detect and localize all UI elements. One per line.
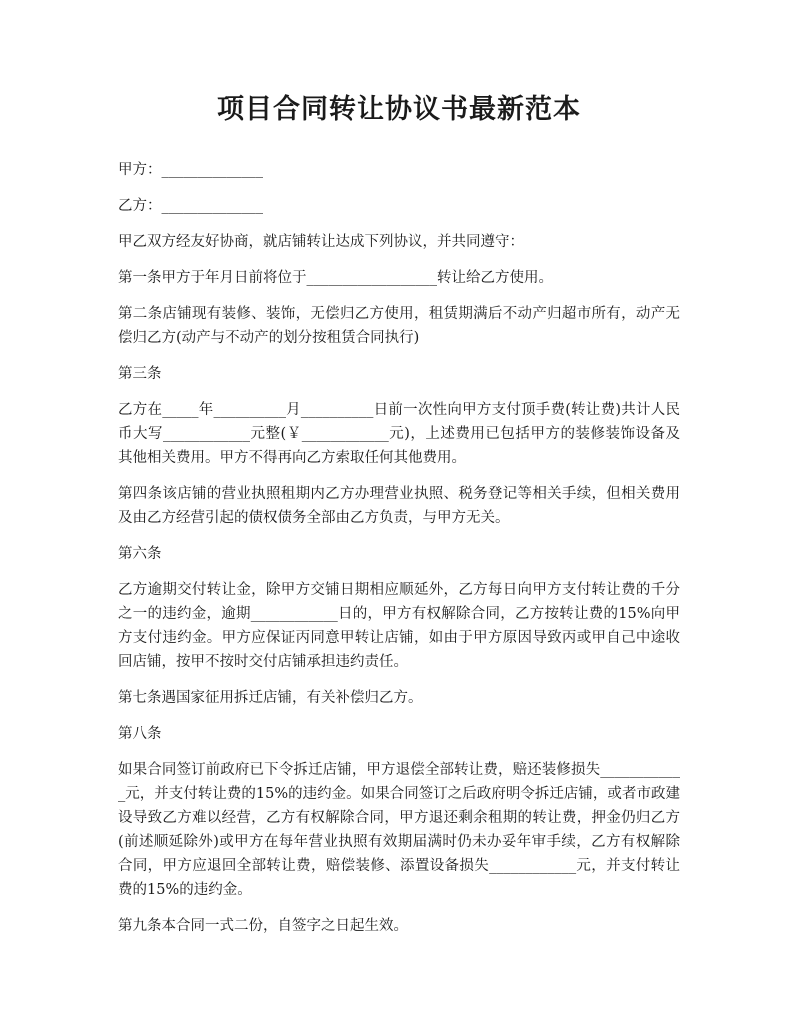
article-3-heading: 第三条 [118, 366, 162, 382]
article-9-paragraph: 第九条本合同一式二份，自签字之日起生效。 [118, 918, 408, 934]
article-6-paragraph: 乙方逾期交付转让金，除甲方交铺日期相应顺延外，乙方每日向甲方支付转让费的千分之一的违约金，逾期____________日的，甲方有权解除合同，乙方按转让费的15%向甲方支付违约金。甲方应保证丙同意甲转让店铺，如由于甲方原因导致丙或甲自己中途收回店铺，按甲不按时交付店铺承担违约责任。 [118, 582, 680, 670]
preamble-paragraph: 甲乙双方经友好协商，就店铺转让达成下列协议，并共同遵守： [118, 234, 524, 250]
article-2-paragraph: 第二条店铺现有装修、装饰，无偿归乙方使用，租赁期满后不动产归超市所有，动产无偿归乙方(动产与不动产的划分按租赁合同执行) [118, 306, 680, 346]
party-b-line: 乙方：______________ [118, 198, 263, 214]
article-1-paragraph: 第一条甲方于年月日前将位于__________________转让给乙方使用。 [118, 270, 553, 286]
article-8-heading: 第八条 [118, 726, 162, 742]
article-4-paragraph: 第四条该店铺的营业执照租期内乙方办理营业执照、税务登记等相关手续，但相关费用及由乙方经营引起的债权债务全部由乙方负责，与甲方无关。 [118, 486, 680, 526]
party-a-line: 甲方：______________ [118, 162, 263, 178]
article-7-paragraph: 第七条遇国家征用拆迁店铺，有关补偿归乙方。 [118, 690, 423, 706]
document-page [118, 90, 680, 950]
article-8-paragraph: 如果合同签订前政府已下令拆迁店铺，甲方退偿全部转让费，赔还装修损失____________元，并支付转让费的15%的违约金。如果合同签订之后政府明令拆迁店铺，或者市政建设导致乙方难以经营，乙方有权解除合同，甲方退还剩余租期的转让费，押金仍归乙方(前述顺延除外)或甲方在每年营业执照有效期届满时仍未办妥年审手续，乙方有权解除合同，甲方应退回全部转让费，赔偿装修、添置设备损失____________元，并支付转让费的15%的违约金。 [118, 762, 680, 898]
article-3-paragraph: 乙方在_____年__________月__________日前一次性向甲方支付顶手费(转让费)共计人民币大写____________元整(￥____________元)，上述费用已包括甲方的装修装饰设备及其他相关费用。甲方不得再向乙方索取任何其他费用。 [118, 402, 680, 466]
article-6-heading: 第六条 [118, 546, 162, 562]
document-title: 项目合同转让协议书最新范本 [217, 94, 581, 125]
